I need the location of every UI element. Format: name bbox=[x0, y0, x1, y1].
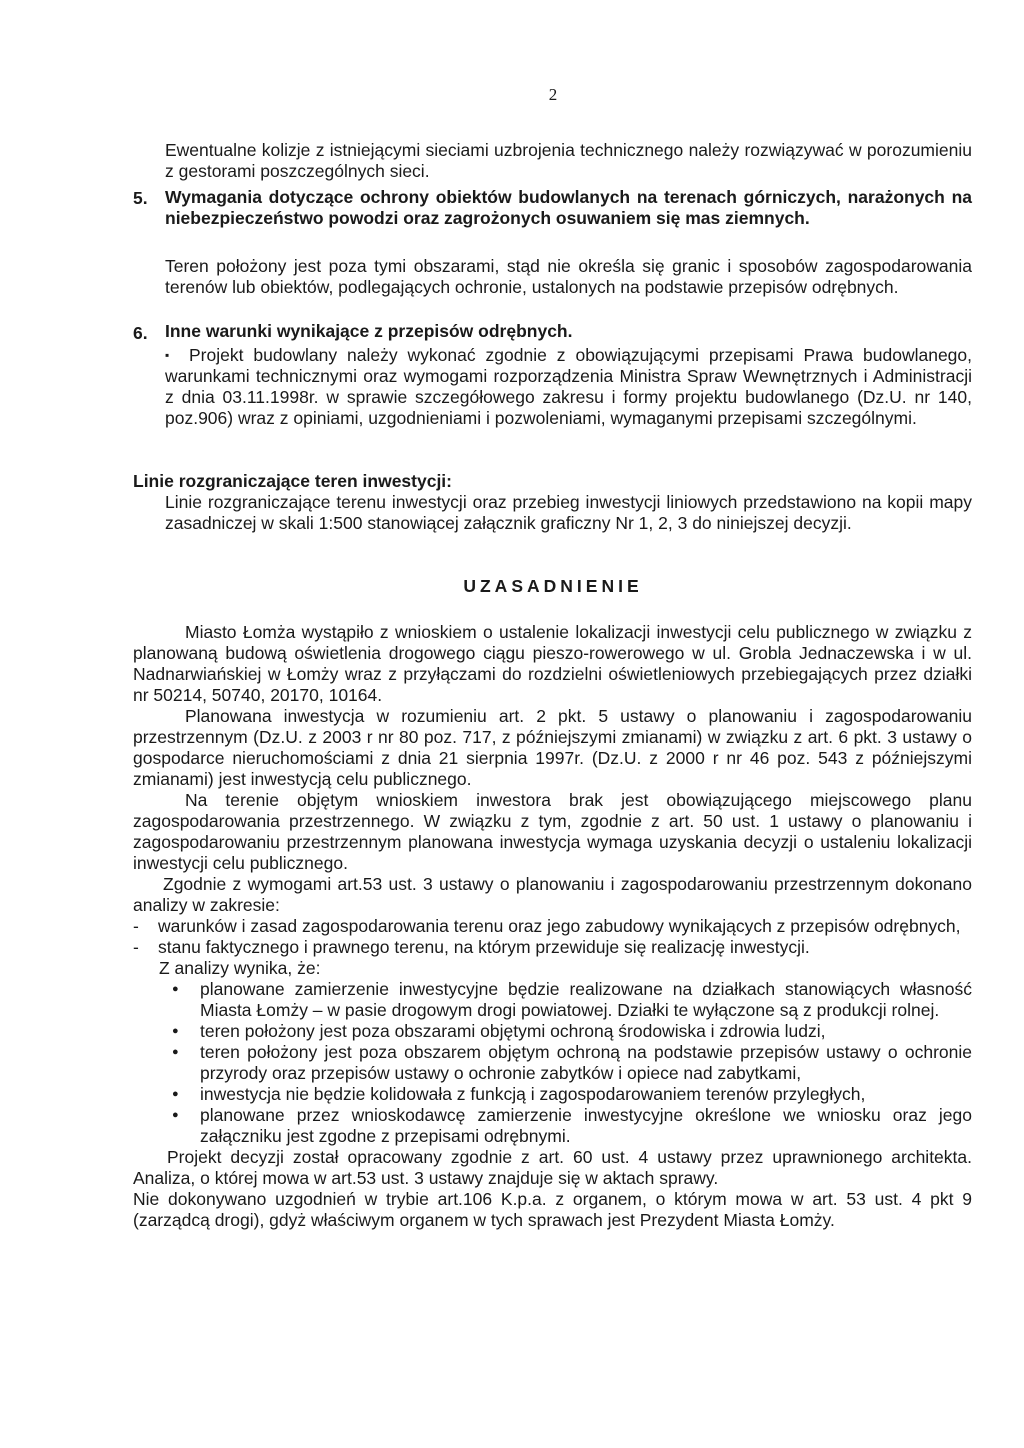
justification-paragraph-1: Miasto Łomża wystąpiło z wnioskiem o ustalenie lokalizacji inwestycji celu publicznego w związku z planowaną budową oświetlenia drogowego ciągu pieszo-rowerowego w ul. Grobla Jednaczewska i w ul. Nadnarwiańskiej w Łomży wraz z przyłączami do rozdzielni oświetleniowych przebiegających przez działki nr 50214, 50740, 20170, 10164. bbox=[133, 622, 972, 705]
analysis-results-list bbox=[133, 979, 972, 1147]
list-item: - stanu faktycznego i prawnego terenu, na którym przewiduje się realizację inwestycji. bbox=[133, 937, 972, 958]
list-item: ● teren położony jest poza obszarem objętym ochroną na podstawie przepisów ustawy o ochronie przyrody oraz przepisów ustawy o ochronie zabytków i opiece nad zabytkami, bbox=[200, 1042, 972, 1084]
list-item: - warunków i zasad zagospodarowania terenu oraz jego zabudowy wynikających z przepisów odrębnych, bbox=[133, 916, 972, 937]
item-6-text: Projekt budowlany należy wykonać zgodnie z obowiązującymi przepisami Prawa budowlanego, warunkami technicznymi oraz wymogami rozporządzenia Ministra Spraw Wewnętrznych i Administracji z dnia 03.11.1998r. w sprawie szczegółowego zakresu i formy projektu budowlanego (Dz.U. nr 140, poz.906) wraz z opiniami, uzgodnieniami i pozwoleniami, wymaganymi przepisami szczególnymi. bbox=[165, 345, 972, 428]
analysis-scope-list bbox=[133, 916, 972, 958]
list-item: ● teren położony jest poza obszarami objętymi ochroną środowiska i zdrowia ludzi, bbox=[200, 1021, 972, 1042]
page-number: 2 bbox=[548, 85, 558, 104]
justification-body bbox=[133, 622, 972, 1231]
lines-section-title: Linie rozgraniczające teren inwestycji: bbox=[133, 471, 452, 491]
item-6-bullet bbox=[165, 345, 972, 429]
list-item: ● inwestycja nie będzie kolidowała z funkcją i zagospodarowaniem terenów przyległych, bbox=[200, 1084, 972, 1105]
item-5-text: Teren położony jest poza tymi obszarami, stąd nie określa się granic i sposobów zagospodarowania terenów lub obiektów, podlegających ochronie, ustalonych na podstawie przepisów odrębnych. bbox=[165, 256, 972, 297]
justification-paragraph-2: Planowana inwestycja w rozumieniu art. 2 pkt. 5 ustawy o planowaniu i zagospodarowaniu przestrzennym (Dz.U. z 2003 r nr 80 poz. 717, z późniejszymi zmianami) w związku z art. 6 pkt. 3 ustawy o gospodarce nieruchomościami z dnia 21 sierpnia 1997r. (Dz.U. z 2000 r nr 46 poz. 543 z późniejszymi zmianami) jest inwestycją celu publicznego. bbox=[133, 706, 972, 789]
lines-section-text: Linie rozgraniczające terenu inwestycji oraz przebieg inwestycji liniowych przedstawiono na kopii mapy zasadniczej w skali 1:500 stanowiącej załącznik graficzny Nr 1, 2, 3 do niniejszej decyzji. bbox=[165, 492, 972, 533]
item-6-title: Inne warunki wynikające z przepisów odrębnych. bbox=[165, 321, 573, 341]
item-5-number: 5. bbox=[133, 188, 148, 208]
item-6-number: 6. bbox=[133, 323, 148, 343]
analysis-intro: Z analizy wynika, że: bbox=[159, 958, 321, 978]
justification-heading: UZASADNIENIE bbox=[463, 576, 643, 596]
intro-paragraph: Ewentualne kolizje z istniejącymi sieciami uzbrojenia technicznego należy rozwiązywać w porozumieniu z gestorami poszczególnych sieci. bbox=[165, 140, 972, 181]
list-item: ● planowane przez wnioskodawcę zamierzenie inwestycyjne określone we wniosku oraz jego załączniku jest zgodne z przepisami odrębnymi. bbox=[200, 1105, 972, 1147]
item-5-title: Wymagania dotyczące ochrony obiektów budowlanych na terenach górniczych, narażonych na niebezpieczeństwo powodzi oraz zagrożonych osuwaniem się mas ziemnych. bbox=[165, 187, 972, 228]
justification-paragraph-3: Na terenie objętym wnioskiem inwestora brak jest obowiązującego miejscowego planu zagospodarowania przestrzennego. W związku z tym, zgodnie z art. 50 ust. 1 ustawy o planowaniu i zagospodarowaniu przestrzennym planowana inwestycja wymaga uzyskania decyzji o ustaleniu lokalizacji inwestycji celu publicznego. bbox=[133, 790, 972, 873]
justification-paragraph-6: Nie dokonywano uzgodnień w trybie art.106 K.p.a. z organem, o którym mowa w art. 53 ust. 4 pkt 9 (zarządcą drogi), gdyż właściwym organem w tych sprawach jest Prezydent Miasta Łomży. bbox=[133, 1189, 972, 1230]
list-item: ● planowane zamierzenie inwestycyjne będzie realizowane na działkach stanowiących własność Miasta Łomży – w pasie drogowym drogi powiatowej. Działki te wyłączone są z produkcji rolnej. bbox=[200, 979, 972, 1021]
item-6-text-block bbox=[165, 345, 972, 429]
justification-paragraph-4: Zgodnie z wymogami art.53 ust. 3 ustawy o planowaniu i zagospodarowaniu przestrzennym dokonano analizy w zakresie: bbox=[133, 874, 972, 915]
justification-paragraph-5: Projekt decyzji został opracowany zgodnie z art. 60 ust. 4 ustawy przez uprawnionego architekta. Analiza, o której mowa w art.53 ust. 3 ustawy znajduje się w aktach sprawy. bbox=[133, 1147, 972, 1188]
